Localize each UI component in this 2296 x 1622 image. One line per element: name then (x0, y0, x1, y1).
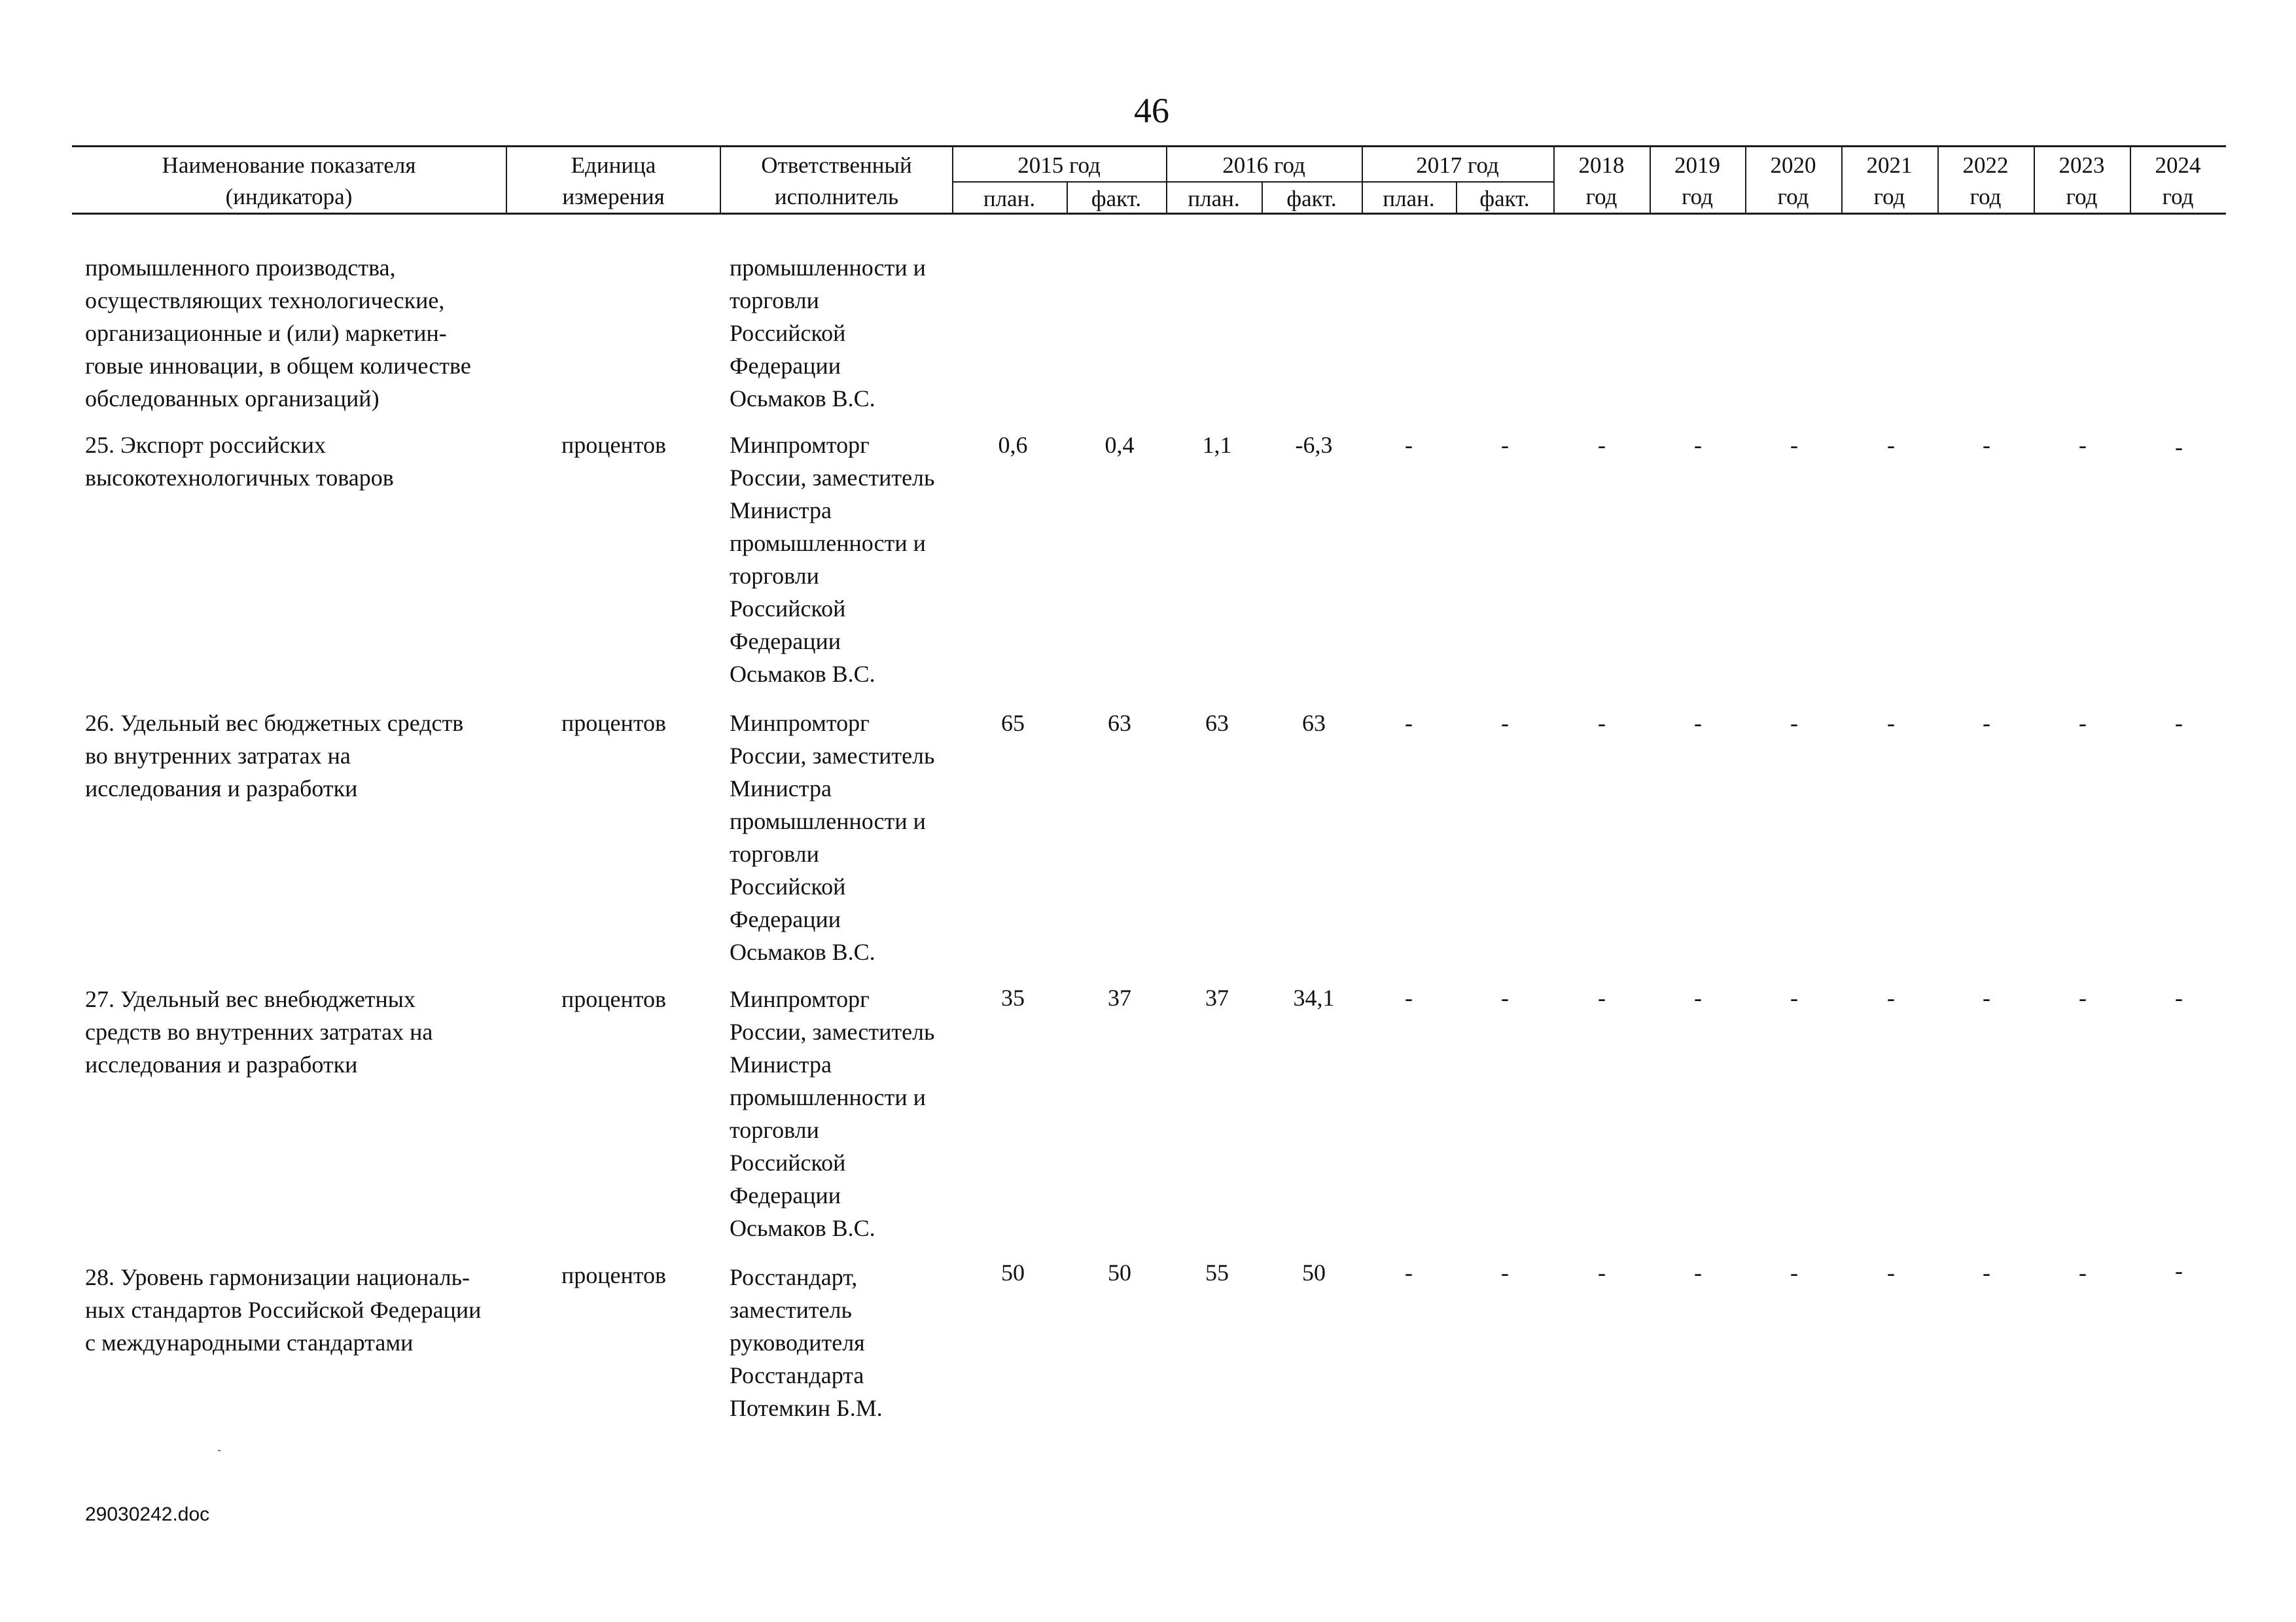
value-2024: - (2175, 1258, 2183, 1284)
value-2015-fact: 50 (1108, 1260, 1131, 1286)
resp-line: Российской (730, 873, 846, 900)
value-2015-plan: 65 (1001, 710, 1025, 736)
value-2017-plan: - (1405, 710, 1413, 736)
header-year-2022 (1937, 150, 2034, 213)
value-2024: - (2175, 710, 2183, 736)
resp-line: Осьмаков В.С. (730, 1215, 875, 1241)
header-year-2017: 2017 год (1416, 152, 1499, 178)
row-name (85, 1261, 481, 1359)
row-name (85, 429, 394, 494)
resp-line: торговли (730, 287, 819, 313)
value-2018: - (1598, 985, 1606, 1011)
resp-line: торговли (730, 563, 819, 589)
resp-line: Министра (730, 775, 832, 802)
value-2015-plan: 0,6 (998, 432, 1028, 458)
header-year-2015: 2015 год (1017, 152, 1101, 178)
value-2019: - (1694, 432, 1702, 458)
value-2024: - (2175, 434, 2183, 460)
resp-line: России, заместитель (730, 465, 935, 491)
header-responsible (721, 150, 952, 213)
resp-line: промышленности и (730, 255, 926, 281)
resp-line: Российской (730, 1150, 846, 1176)
resp-line: Осьмаков В.С. (730, 939, 875, 965)
header-fact: факт. (1091, 186, 1142, 211)
resp-line: Федерации (730, 906, 841, 932)
value-2022: - (1983, 710, 1990, 736)
row-unit: процентов (561, 986, 667, 1012)
value-2020: - (1790, 432, 1798, 458)
year-group-rule (1362, 181, 1553, 183)
header-year-label: 2018 (1578, 152, 1625, 178)
value-2019: - (1694, 710, 1702, 736)
name-line: средств во внутренних затратах на (85, 1019, 433, 1045)
value-2017-fact: - (1501, 985, 1509, 1011)
value-2020: - (1790, 1260, 1798, 1286)
header-fact: факт. (1479, 186, 1530, 211)
resp-line: торговли (730, 1117, 819, 1143)
row-unit: процентов (561, 710, 667, 736)
row-name (85, 707, 463, 805)
header-god-label: год (1682, 184, 1713, 209)
name-line: 28. Уровень гармонизации националь- (85, 1264, 470, 1290)
header-unit-line1: Единица (571, 152, 656, 178)
value-2017-fact: - (1501, 432, 1509, 458)
name-line: исследования и разработки (85, 1051, 358, 1078)
resp-line: Росстандарт, (730, 1264, 858, 1290)
row-name (85, 983, 433, 1081)
page-number: 46 (1134, 91, 1169, 130)
header-god-label: год (2162, 184, 2194, 209)
resp-line: Федерации (730, 353, 841, 379)
header-year-label: 2021 (1866, 152, 1913, 178)
value-2022: - (1983, 432, 1990, 458)
value-2018: - (1598, 432, 1606, 458)
name-line: обследованных организаций) (85, 385, 380, 412)
header-plan: план. (1383, 186, 1435, 211)
resp-line: Российской (730, 595, 846, 622)
value-2021: - (1887, 432, 1895, 458)
scan-mark (218, 1450, 221, 1451)
header-god-label: год (2066, 184, 2098, 209)
value-2020: - (1790, 985, 1798, 1011)
resp-line: Российской (730, 320, 846, 346)
value-2023: - (2079, 985, 2087, 1011)
row-responsible (730, 429, 934, 690)
value-2019: - (1694, 1260, 1702, 1286)
header-year-label: 2019 (1674, 152, 1720, 178)
value-2016-plan: 1,1 (1202, 432, 1232, 458)
value-2021: - (1887, 1260, 1895, 1286)
resp-line: промышленности и (730, 808, 926, 834)
value-2017-fact: - (1501, 1260, 1509, 1286)
footer-filename: 29030242.doc (85, 1504, 210, 1525)
row-responsible (730, 983, 934, 1244)
resp-line: Росстандарта (730, 1362, 864, 1388)
resp-line: Осьмаков В.С. (730, 661, 875, 687)
value-2016-fact: 63 (1302, 710, 1326, 736)
header-god-label: год (1585, 184, 1617, 209)
header-year-label: 2020 (1770, 152, 1816, 178)
header-year-label: 2023 (2058, 152, 2105, 178)
resp-line: Минпромторг (730, 710, 870, 736)
header-year-2018 (1553, 150, 1650, 213)
value-2023: - (2079, 432, 2087, 458)
year-group-rule (952, 181, 1166, 183)
name-line: 25. Экспорт российских (85, 432, 326, 458)
row-unit: процентов (561, 1262, 667, 1288)
value-2022: - (1983, 985, 1990, 1011)
value-2016-plan: 55 (1205, 1260, 1229, 1286)
header-god-label: год (1777, 184, 1809, 209)
value-2016-fact: -6,3 (1295, 432, 1333, 458)
header-year-2016: 2016 год (1222, 152, 1305, 178)
value-2021: - (1887, 985, 1895, 1011)
header-god-label: год (1873, 184, 1905, 209)
value-2023: - (2079, 710, 2087, 736)
continuation-responsible (730, 251, 926, 415)
value-2019: - (1694, 985, 1702, 1011)
resp-line: торговли (730, 841, 819, 867)
name-line: говые инновации, в общем количестве (85, 353, 471, 379)
header-name-line2: (индикатора) (225, 184, 353, 209)
continuation-name (85, 251, 471, 415)
header-top-rule (72, 145, 2226, 147)
value-2024: - (2175, 985, 2183, 1011)
resp-line: Федерации (730, 628, 841, 654)
name-line: высокотехнологичных товаров (85, 465, 394, 491)
value-2015-plan: 50 (1001, 1260, 1025, 1286)
header-year-2020 (1745, 150, 1841, 213)
name-line: 26. Удельный вес бюджетных средств (85, 710, 464, 736)
name-line: 27. Удельный вес внебюджетных (85, 986, 415, 1012)
header-year-2019 (1650, 150, 1745, 213)
header-unit-line2: измерения (562, 184, 665, 209)
resp-line: промышленности и (730, 1084, 926, 1110)
header-year-2024 (2130, 150, 2226, 213)
resp-line: России, заместитель (730, 743, 935, 769)
value-2016-plan: 63 (1205, 710, 1229, 736)
name-line: осуществляющих технологические, (85, 287, 445, 313)
header-plan: план. (983, 186, 1036, 211)
name-line: с международными стандартами (85, 1330, 414, 1356)
row-responsible (730, 1261, 883, 1424)
resp-line: Минпромторг (730, 432, 870, 458)
value-2021: - (1887, 710, 1895, 736)
value-2015-plan: 35 (1001, 985, 1025, 1011)
resp-line: заместитель (730, 1297, 852, 1323)
value-2022: - (1983, 1260, 1990, 1286)
header-name (72, 150, 506, 213)
header-plan: план. (1188, 186, 1240, 211)
value-2015-fact: 0,4 (1104, 432, 1135, 458)
value-2016-plan: 37 (1205, 985, 1229, 1011)
resp-line: Федерации (730, 1182, 841, 1208)
header-fact: факт. (1286, 186, 1337, 211)
header-year-label: 2022 (1962, 152, 2009, 178)
name-line: во внутренних затратах на (85, 743, 351, 769)
header-year-label: 2024 (2155, 152, 2201, 178)
value-2016-fact: 50 (1302, 1260, 1326, 1286)
header-god-label: год (1969, 184, 2002, 209)
name-line: организационные и (или) маркетин- (85, 320, 447, 346)
value-2015-fact: 37 (1108, 985, 1131, 1011)
value-2017-fact: - (1501, 710, 1509, 736)
resp-line: Потемкин Б.М. (730, 1395, 883, 1421)
resp-line: Министра (730, 1051, 832, 1078)
resp-line: Осьмаков В.С. (730, 385, 875, 412)
value-2017-plan: - (1405, 1260, 1413, 1286)
value-2017-plan: - (1405, 985, 1413, 1011)
value-2015-fact: 63 (1108, 710, 1131, 736)
resp-line: России, заместитель (730, 1019, 935, 1045)
resp-line: Минпромторг (730, 986, 870, 1012)
resp-line: промышленности и (730, 530, 926, 556)
value-2017-plan: - (1405, 432, 1413, 458)
year-group-rule (1166, 181, 1362, 183)
header-name-line1: Наименование показателя (162, 152, 416, 178)
resp-line: Министра (730, 497, 832, 523)
header-year-2023 (2034, 150, 2130, 213)
name-line: ных стандартов Российской Федерации (85, 1297, 482, 1323)
name-line: исследования и разработки (85, 775, 358, 802)
value-2018: - (1598, 710, 1606, 736)
row-responsible (730, 707, 934, 968)
value-2016-fact: 34,1 (1293, 985, 1335, 1011)
header-unit (507, 150, 720, 213)
value-2018: - (1598, 1260, 1606, 1286)
header-resp-line1: Ответственный (761, 152, 912, 178)
name-line: промышленного производства, (85, 255, 396, 281)
header-year-2021 (1841, 150, 1937, 213)
header-resp-line2: исполнитель (774, 184, 899, 209)
value-2020: - (1790, 710, 1798, 736)
resp-line: руководителя (730, 1330, 865, 1356)
value-2023: - (2079, 1260, 2087, 1286)
row-unit: процентов (561, 432, 667, 458)
